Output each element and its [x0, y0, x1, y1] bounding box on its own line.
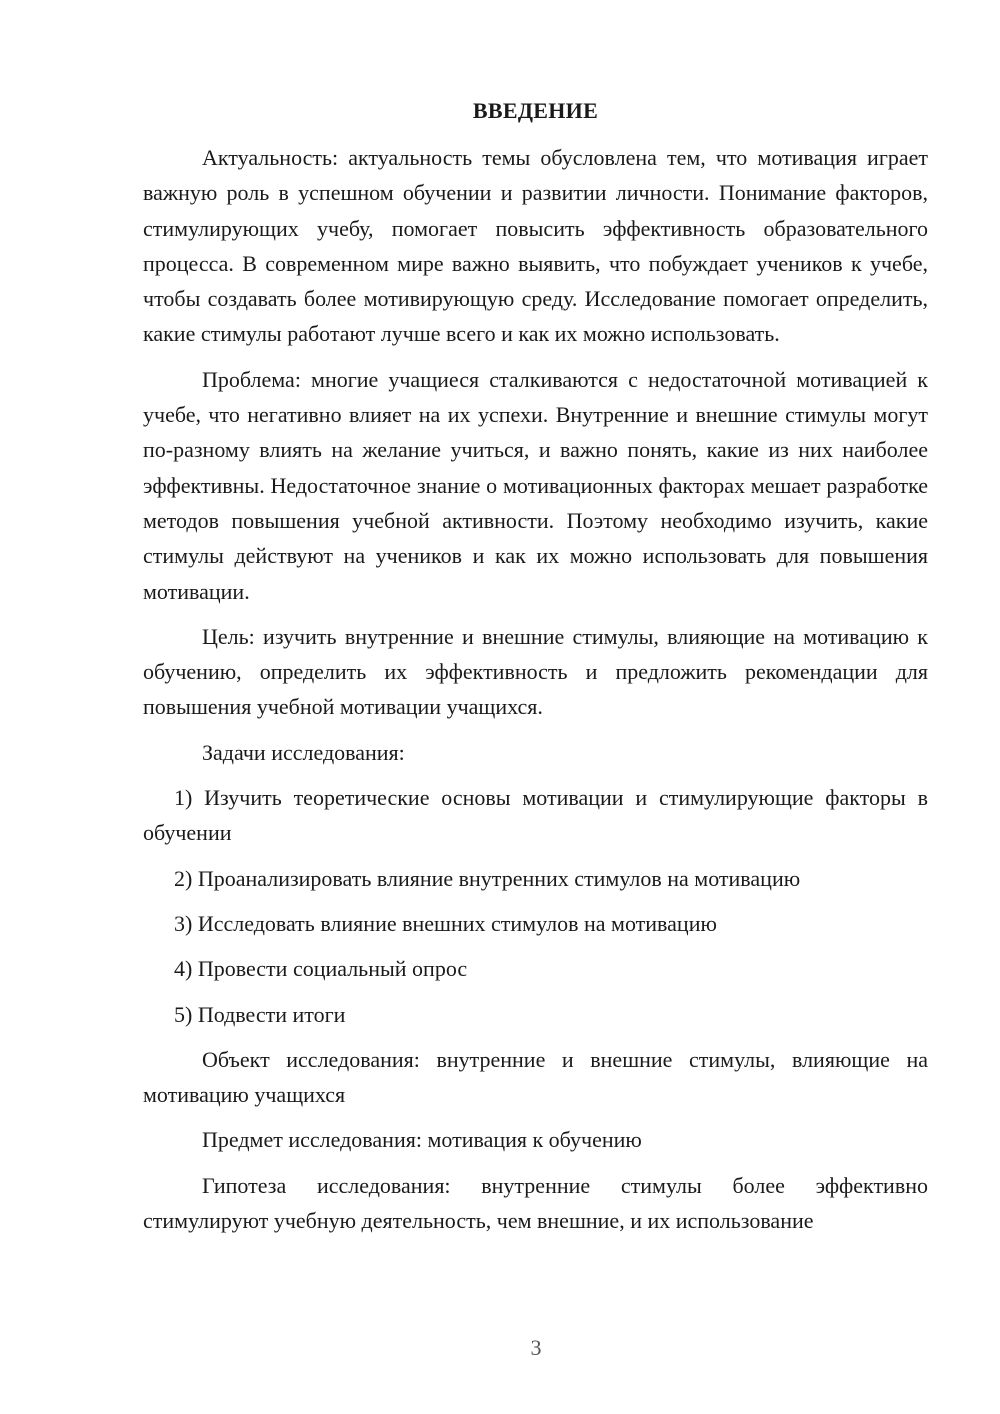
task-item-1: 1) Изучить теоретические основы мотивации и стимулирующие факторы в обучении — [143, 785, 928, 846]
object-paragraph: Объект исследования: внутренние и внешние стимулы, влияющие на мотивацию учащихся — [143, 1046, 928, 1108]
task-item-3: 3) Исследовать влияние внешних стимулов на мотивацию — [174, 910, 717, 936]
problem-paragraph: Проблема: многие учащиеся сталкиваются с недостаточной мотивацией к учебе, что негативно влияет на их успехи. Внутренние и внешние стимулы могут по-разному влиять на желание учиться, и важно понять, какие из них наиболее эффективны. Недостаточное знание о мотивационных факторах мешает разработке методов повышения учебной активности. Поэтому необходимо изучить, какие стимулы действуют на учеников и как их можно использовать для повышения мотивации. — [143, 366, 928, 604]
goal-paragraph: Цель: изучить внутренние и внешние стимулы, влияющие на мотивацию к обучению, определить их эффективность и предложить рекомендации для повышения учебной мотивации учащихся. — [143, 623, 928, 720]
page-number: 3 — [530, 1335, 542, 1360]
tasks-heading: Задачи исследования: — [202, 739, 405, 765]
subject-paragraph: Предмет исследования: мотивация к обучению — [202, 1127, 642, 1153]
tasks-list — [143, 780, 928, 1032]
task-item-4: 4) Провести социальный опрос — [174, 956, 468, 982]
page-content — [143, 94, 928, 1248]
section-title: ВВЕДЕНИЕ — [472, 98, 599, 123]
task-item-5: 5) Подвести итоги — [174, 1001, 346, 1027]
relevance-paragraph: Актуальность: актуальность темы обусловлена тем, что мотивация играет важную роль в успешном обучении и развитии личности. Понимание факторов, стимулирующих учебу, помогает повысить эффективность образовательного процесса. В современном мире важно выявить, что побуждает учеников к учебе, чтобы создавать более мотивирующую среду. Исследование помогает определить, какие стимулы работают лучше всего и как их можно использовать. — [143, 145, 928, 347]
task-item-2: 2) Проанализировать влияние внутренних стимулов на мотивацию — [174, 865, 801, 891]
hypothesis-paragraph: Гипотеза исследования: внутренние стимулы более эффективно стимулируют учебную деятельность, чем внешние, и их использование — [143, 1172, 928, 1234]
